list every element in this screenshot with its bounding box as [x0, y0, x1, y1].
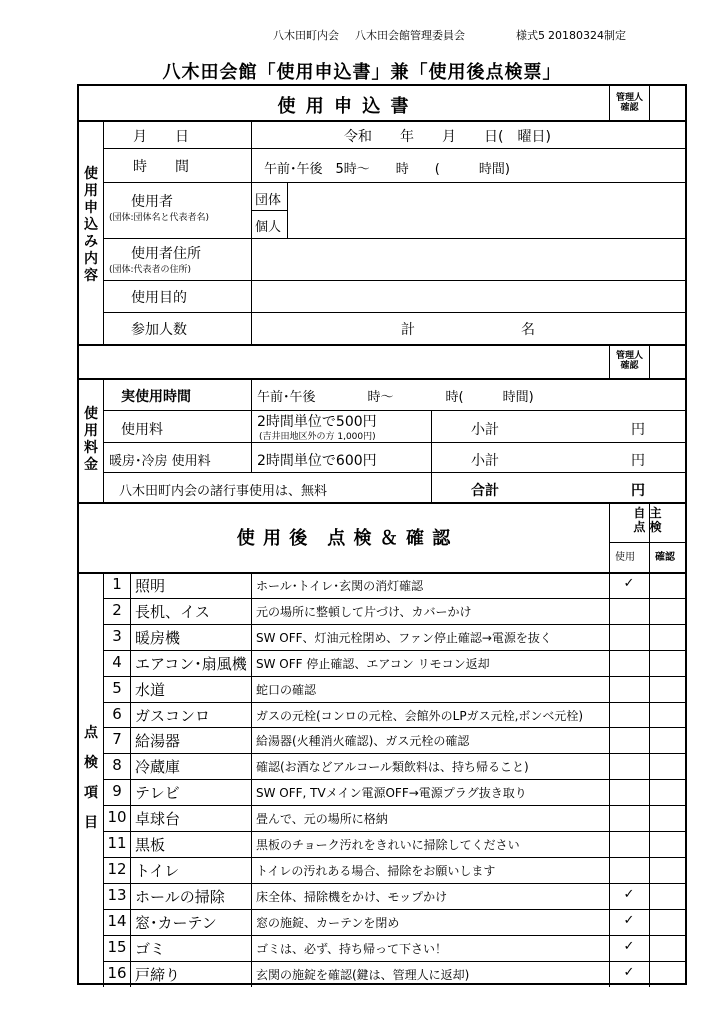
- item-description: 元の場所に整頓して片づけ、カバーかけ: [256, 604, 472, 619]
- user-label: 使用者: [131, 194, 173, 210]
- use-checkbox[interactable]: ✓: [623, 912, 635, 928]
- confirm-checkbox[interactable]: [653, 628, 683, 646]
- fee-label: 使用料: [121, 422, 163, 438]
- date-field[interactable]: 令和 年 月 日( 曜日): [344, 129, 551, 145]
- item-number: 8: [112, 756, 122, 775]
- fees-manager-confirm-label: 管理人 確認: [615, 351, 643, 371]
- item-description: 蛇口の確認: [256, 682, 317, 697]
- item-description: SW OFF、灯油元栓閉め、ファン停止確認→電源を抜く: [256, 630, 552, 645]
- header-form-no: 様式5: [516, 29, 545, 42]
- item-number: 10: [107, 808, 127, 827]
- total-label: 合計: [471, 483, 499, 499]
- item-name: 給湯器: [135, 732, 181, 751]
- confirm-checkbox[interactable]: [653, 965, 683, 983]
- item-number: 1: [112, 575, 122, 593]
- aircon-fee-rate: 2時間単位で600円: [257, 453, 377, 469]
- confirm-checkbox[interactable]: [653, 576, 683, 594]
- time-field[interactable]: 午前･午後 5時～ 時 ( 時間): [264, 162, 510, 177]
- item-number: 9: [112, 782, 122, 801]
- item-description: 確認(お酒などアルコール類飲料は、持ち帰ること): [256, 760, 529, 775]
- individual-label: 個人: [255, 220, 282, 235]
- confirm-checkbox[interactable]: [653, 861, 683, 879]
- item-name: 黒板: [135, 836, 166, 854]
- user-note: (団体:団体名と代表者名): [109, 213, 210, 223]
- document-title: 八木田会館「使用申込書」兼「使用後点検票」: [162, 62, 562, 83]
- item-number: 3: [112, 626, 122, 645]
- header-committee: 八木田会館管理委員会: [355, 29, 465, 42]
- item-name: 暖房機: [135, 628, 181, 647]
- confirm-checkbox[interactable]: [653, 887, 683, 905]
- item-description: 窓の施錠、カーテンを閉め: [256, 915, 400, 930]
- confirm-checkbox[interactable]: [653, 654, 683, 672]
- confirm-checkbox[interactable]: [653, 757, 683, 775]
- item-name: 冷蔵庫: [135, 758, 181, 777]
- fee-note: (吉井田地区外の方 1,000円): [259, 432, 376, 442]
- free-note: 八木田町内会の諸行事使用は、無料: [119, 484, 328, 499]
- item-name: ホールの掃除: [135, 887, 225, 906]
- item-name: 窓･カーテン: [135, 913, 217, 932]
- confirm-checkbox[interactable]: [653, 835, 683, 853]
- aircon-fee-label: 暖房･冷房 使用料: [109, 454, 211, 469]
- item-number: 4: [112, 652, 122, 671]
- item-description: 床全体、掃除機をかけ、モップかけ: [256, 889, 448, 904]
- item-name: トイレ: [135, 861, 180, 880]
- header-org: 八木田町内会: [273, 29, 339, 42]
- item-description: 畳んで、元の場所に格納: [256, 812, 388, 827]
- confirm-checkbox[interactable]: [653, 706, 683, 724]
- confirm-checkbox[interactable]: [653, 939, 683, 957]
- date-label: 月 日: [133, 129, 189, 145]
- confirm-checkbox[interactable]: [653, 602, 683, 620]
- participants-unit: 名: [521, 322, 535, 338]
- item-number: 16: [107, 963, 127, 982]
- confirm-checkbox[interactable]: [653, 680, 683, 698]
- aircon-subtotal-label: 小計: [471, 453, 499, 469]
- use-checkbox[interactable]: ✓: [623, 938, 635, 954]
- item-description: 黒板のチョーク汚れをきれいに掃除してください: [256, 838, 520, 852]
- use-checkbox[interactable]: ✓: [623, 886, 635, 902]
- item-number: 15: [107, 937, 127, 956]
- actual-time-field[interactable]: 午前･午後 時～ 時( 時間): [257, 390, 534, 405]
- item-name: 照明: [135, 577, 166, 595]
- item-description: 玄関の施錠を確認(鍵は、管理人に返却): [256, 967, 470, 982]
- purpose-field[interactable]: [252, 281, 684, 311]
- purpose-label: 使用目的: [131, 290, 187, 306]
- header-revision: 20180324制定: [548, 29, 626, 42]
- aircon-yen: 円: [631, 453, 645, 469]
- self-check-label: 自 主 点 検: [633, 506, 662, 534]
- item-description: ゴミは、必ず、持ち帰って下さい！: [256, 941, 448, 956]
- participants-label: 参加人数: [131, 322, 187, 338]
- fee-subtotal-label: 小計: [471, 422, 499, 438]
- item-description: SW OFF, TVメイン電源OFF→電源プラグ抜き取り: [256, 786, 527, 801]
- item-number: 5: [112, 678, 122, 697]
- item-number: 12: [107, 859, 127, 878]
- form: [77, 84, 687, 985]
- item-description: ガスの元栓(コンロの元栓、会館外のLPガス元栓,ボンベ元栓): [256, 708, 584, 723]
- fee-yen: 円: [631, 422, 645, 438]
- group-label: 団体: [255, 193, 282, 208]
- time-label: 時 間: [133, 159, 189, 175]
- use-checkbox[interactable]: ✓: [623, 964, 635, 980]
- confirm-checkbox[interactable]: [653, 809, 683, 827]
- inspection-section-title: 使 用 後 点 検 ＆ 確 認: [236, 528, 452, 549]
- use-checkbox[interactable]: ✓: [623, 576, 635, 591]
- confirm-column-header: 確認: [655, 552, 675, 563]
- item-name: ゴミ: [135, 939, 166, 958]
- item-number: 7: [112, 730, 122, 749]
- total-yen: 円: [631, 483, 645, 499]
- participants-total-label: 計: [401, 322, 415, 338]
- item-number: 2: [112, 600, 122, 619]
- item-name: テレビ: [135, 784, 180, 803]
- application-side-label: 使 用 申 込 み 内 容: [84, 166, 98, 284]
- item-description: トイレの汚れある場合、掃除をお願いします: [256, 863, 496, 878]
- use-column-header: 使用: [615, 552, 635, 563]
- confirm-checkbox[interactable]: [653, 913, 683, 931]
- fees-side-label: 使 用 料 金: [84, 406, 98, 473]
- manager-confirm-label: 管理人 確認: [615, 93, 643, 113]
- participants-field[interactable]: [419, 314, 519, 342]
- individual-name-field[interactable]: [288, 211, 684, 237]
- actual-time-label: 実使用時間: [121, 389, 191, 405]
- item-name: 水道: [135, 680, 166, 699]
- item-description: 給湯器(火種消火確認)、ガス元栓の確認: [256, 734, 470, 749]
- confirm-checkbox[interactable]: [653, 783, 683, 801]
- application-section-title: 使 用 申 込 書: [277, 96, 411, 117]
- item-description: ホール･トイレ･玄関の消灯確認: [256, 579, 424, 593]
- item-number: 13: [107, 885, 127, 904]
- item-number: 6: [112, 704, 122, 723]
- address-note: (団体:代表者の住所): [109, 265, 192, 275]
- address-field[interactable]: [252, 239, 684, 279]
- group-name-field[interactable]: [288, 183, 684, 209]
- inspection-side-label: 点 検 項 目: [84, 725, 98, 831]
- item-name: 戸締り: [135, 965, 181, 984]
- item-name: 卓球台: [135, 810, 181, 829]
- item-name: 長机、イス: [135, 602, 210, 621]
- item-number: 14: [107, 911, 127, 930]
- fee-rate: 2時間単位で500円: [257, 414, 377, 430]
- item-name: ガスコンロ: [135, 706, 211, 725]
- item-number: 11: [107, 834, 127, 852]
- confirm-checkbox[interactable]: [653, 731, 683, 749]
- item-description: SW OFF 停止確認、エアコン リモコン返却: [256, 656, 490, 671]
- item-name: エアコン･扇風機: [135, 654, 247, 673]
- address-label: 使用者住所: [131, 246, 201, 262]
